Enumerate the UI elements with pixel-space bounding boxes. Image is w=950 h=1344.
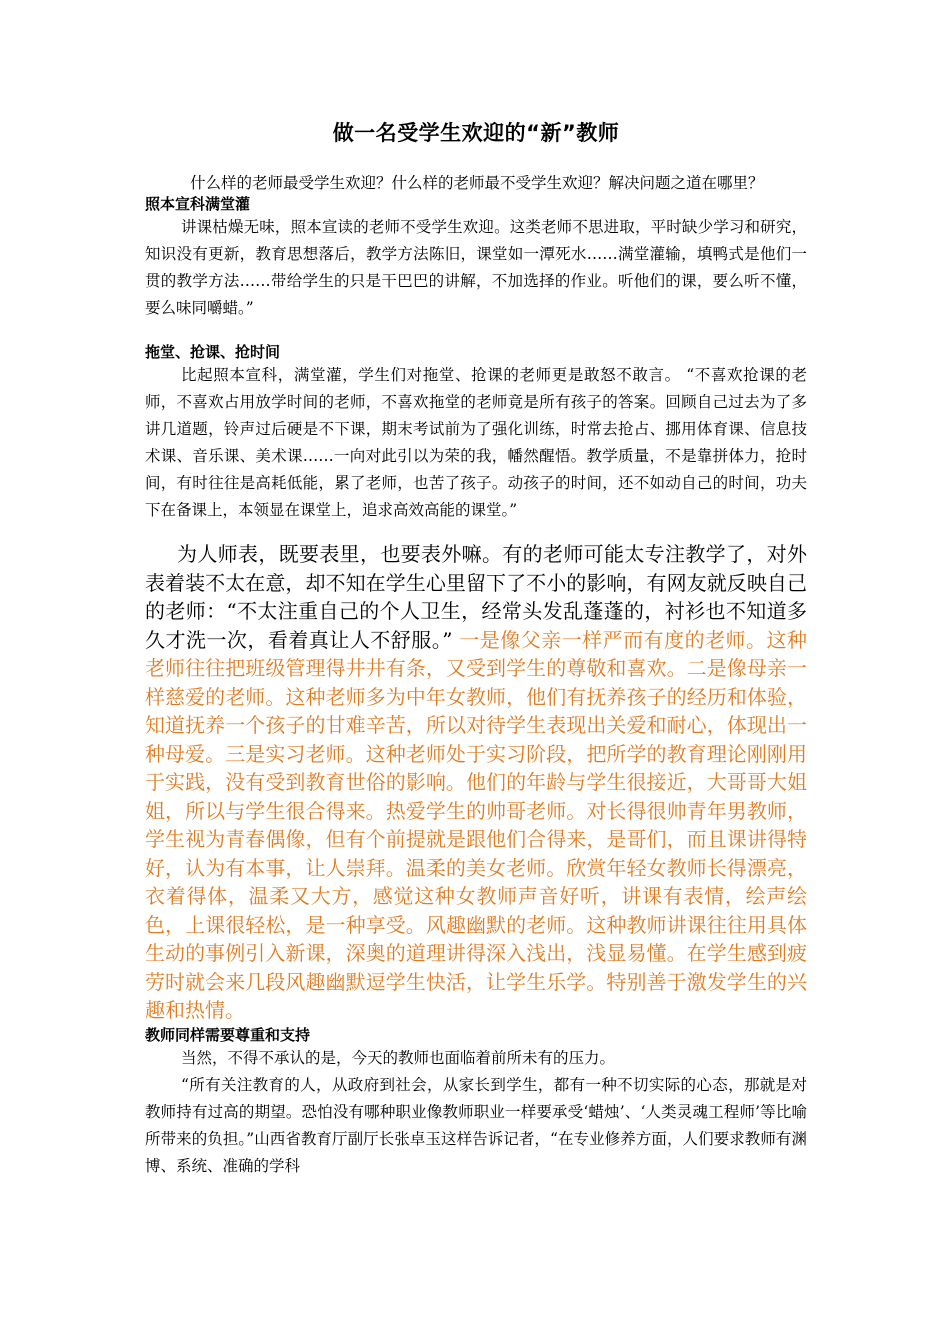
section-body-overtime: 比起照本宣科，满堂灌，学生们对拖堂、抢课的老师更是敢怒不敢言。 “不喜欢抢课的老师，不喜欢占用放学时间的老师，不喜欢拖堂的老师竟是所有孩子的答案。回顾自己过去为了多讲几道题，铃声过后硬是不下课，期末考试前为了强化训练，时常去抢占、挪用体育课、信息技术课、音乐课、美术课……一向对此引以为荣的我，幡然醒悟。教学质量，不是靠拼体力，抢时间，有时往往是高耗低能，累了老师，也苦了孩子。动孩子的时间，还不如动自己的时间，功夫下在备课上，本领显在课堂上，追求高效高能的课堂。” — [145, 366, 807, 519]
section-body-appearance — [145, 540, 807, 1025]
document-page — [145, 118, 807, 1180]
section-body-respect-1: 当然，不得不承认的是，今天的教师也面临着前所未有的压力。 — [181, 1048, 616, 1067]
intro-paragraph: 什么样的老师最受学生欢迎？什么样的老师最不受学生欢迎？解决问题之道在哪里？ — [190, 174, 764, 192]
section-body-respect-2: “所有关注教育的人，从政府到社会，从家长到学生，都有一种不切实际的心态，那就是对教师持有过高的期望。恐怕没有哪种职业像教师职业一样要承受‘蜡烛’、‘人类灵魂工程师’等比喻所带来的负担。”山西省教育厅副厅长张卓玉这样告诉记者，“在专业修养方面，人们要求教师有渊博、系统、准确的学科 — [145, 1075, 807, 1175]
section-heading-rote-teaching: 照本宣科满堂灌 — [145, 195, 251, 213]
teacher-types-text: 一是像父亲一样严而有度的老师。这种老师往往把班级管理得井井有条，又受到学生的尊敬和喜欢。二是像母亲一样慈爱的老师。这种老师多为中年女教师，他们有抚养孩子的经历和体验，知道抚养一个孩子的甘难辛苦，所以对待学生表现出关爱和耐心，体现出一种母爱。三是实习老师。这种老师处于实习阶段，把所学的教育理论刚刚用于实践，没有受到教育世俗的影响。他们的年龄与学生很接近，大哥哥大姐姐，所以与学生很合得来。热爱学生的帅哥老师。对长得很帅青年男教师，学生视为青春偶像，但有个前提就是跟他们合得来，是哥们，而且课讲得特好，认为有本事，让人崇拜。温柔的美女老师。欣赏年轻女教师长得漂亮，衣着得体，温柔又大方，感觉这种女教师声音好听，讲课有表情，绘声绘色，上课很轻松，是一种享受。风趣幽默的老师。这种教师讲课往往用具体生动的事例引入新课，深奥的道理讲得深入浅出，浅显易懂。在学生感到疲劳时就会来几段风趣幽默逗学生快活，让学生乐学。特别善于激发学生的兴趣和热情。 — [145, 627, 807, 1022]
section-body-rote-teaching: 讲课枯燥无味，照本宣读的老师不受学生欢迎。这类老师不思进取，平时缺少学习和研究，知识没有更新，教育思想落后，教学方法陈旧，课堂如一潭死水……满堂灌输，填鸭式是他们一贯的教学方法……带给学生的只是干巴巴的讲解，不加选择的作业。听他们的课，要么听不懂，要么味同嚼蜡。” — [145, 218, 807, 317]
section-heading-respect: 教师同样需要尊重和支持 — [145, 1025, 311, 1044]
document-title: 做一名受学生欢迎的“新”教师 — [332, 121, 620, 145]
paragraph-gap — [145, 524, 807, 540]
paragraph-gap — [145, 322, 807, 342]
section-heading-overtime: 拖堂、抢课、抢时间 — [145, 343, 281, 361]
appearance-text: 为人师表，既要表里，也要表外嘛。有的老师可能太专注教学了，对外表着装不太在意，却不知在学生心里留下了不小的影响，有网友就反映自己的老师：“不太注重自己的个人卫生，经常头发乱蓬蓬的，衬衫也不知道多久才洗一次，看着真让人不舒服。” — [145, 542, 807, 652]
